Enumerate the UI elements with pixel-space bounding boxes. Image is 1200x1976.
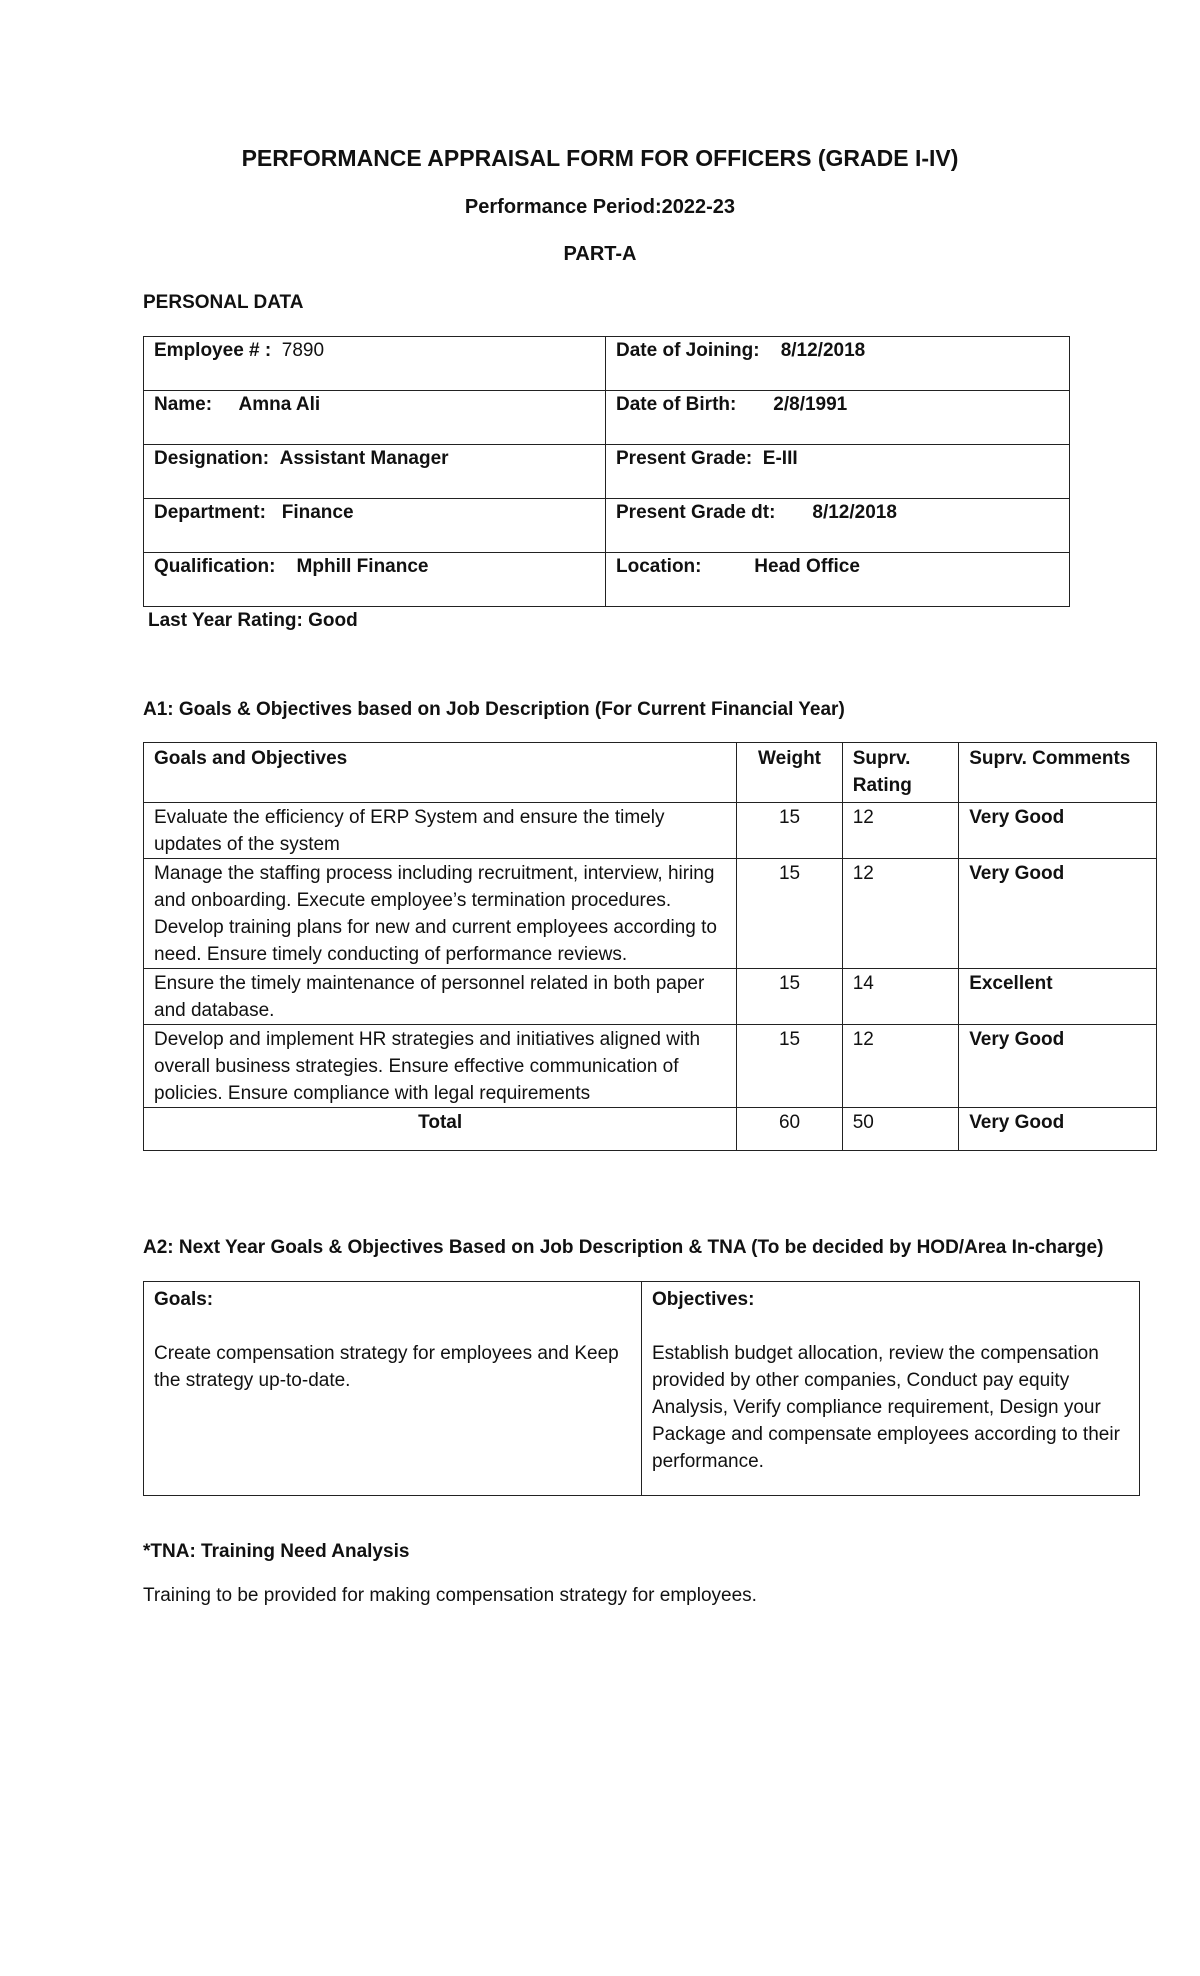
total-weight: 60 xyxy=(737,1108,842,1151)
table-row xyxy=(144,969,1157,1025)
table-total-row xyxy=(144,1108,1157,1151)
name-cell: Name: Amna Ali xyxy=(144,391,606,445)
a1-heading: A1: Goals & Objectives based on Job Description (For Current Financial Year) xyxy=(143,699,845,720)
goals-text: Create compensation strategy for employees and Keep the strategy up-to-date. xyxy=(154,1343,619,1391)
rating-cell: 12 xyxy=(842,1025,958,1108)
present-grade-cell: Present Grade: E-III xyxy=(606,445,1070,499)
personal-data-heading: PERSONAL DATA xyxy=(143,292,304,313)
goals-label: Goals: xyxy=(154,1289,214,1310)
table-row xyxy=(144,553,1070,607)
column-header-comments: Suprv. Comments xyxy=(959,743,1157,803)
total-comment: Very Good xyxy=(959,1108,1157,1151)
goal-cell: Evaluate the efficiency of ERP System and ensure the timely updates of the system xyxy=(144,803,737,859)
last-year-rating: Last Year Rating: Good xyxy=(148,610,358,631)
column-header-goals: Goals and Objectives xyxy=(144,743,737,803)
present-grade-date-cell: Present Grade dt: 8/12/2018 xyxy=(606,499,1070,553)
total-rating: 50 xyxy=(842,1108,958,1151)
employee-number-cell: Employee # : 7890 xyxy=(144,337,606,391)
comment-cell: Very Good xyxy=(959,803,1157,859)
rating-cell: 14 xyxy=(842,969,958,1025)
weight-cell: 15 xyxy=(737,969,842,1025)
goal-cell: Manage the staffing process including recruitment, interview, hiring and onboarding. Execute employee’s termination procedures. Develop training plans for new and current employees according to need. Ensure timely conducting of performance reviews. xyxy=(144,859,737,969)
rating-cell: 12 xyxy=(842,859,958,969)
performance-period: Performance Period:2022-23 xyxy=(464,196,736,218)
tna-heading: *TNA: Training Need Analysis xyxy=(143,1541,410,1562)
goals-cell xyxy=(144,1282,642,1496)
location-cell: Location: Head Office xyxy=(606,553,1070,607)
personal-data-table xyxy=(143,336,1070,607)
form-title: PERFORMANCE APPRAISAL FORM FOR OFFICERS (GRADE I-IV) xyxy=(241,145,959,171)
table-header-row xyxy=(144,743,1157,803)
next-year-goals-table xyxy=(143,1281,1140,1496)
qualification-cell: Qualification: Mphill Finance xyxy=(144,553,606,607)
rating-cell: 12 xyxy=(842,803,958,859)
tna-text: Training to be provided for making compensation strategy for employees. xyxy=(143,1585,757,1606)
objectives-text: Establish budget allocation, review the compensation provided by other companies, Conduct pay equity Analysis, Verify compliance requirement, Design your Package and compensate employees according to their performance. xyxy=(652,1343,1120,1472)
date-of-joining-cell: Date of Joining: 8/12/2018 xyxy=(606,337,1070,391)
column-header-weight: Weight xyxy=(737,743,842,803)
objectives-label: Objectives: xyxy=(652,1289,755,1310)
date-of-birth-cell: Date of Birth: 2/8/1991 xyxy=(606,391,1070,445)
table-row xyxy=(144,1025,1157,1108)
column-header-rating: Suprv. Rating xyxy=(842,743,958,803)
table-row xyxy=(144,445,1070,499)
goal-cell: Develop and implement HR strategies and initiatives aligned with overall business strategies. Ensure effective communication of policies. Ensure compliance with legal requirements xyxy=(144,1025,737,1108)
table-row xyxy=(144,391,1070,445)
goal-cell: Ensure the timely maintenance of personnel related in both paper and database. xyxy=(144,969,737,1025)
comment-cell: Very Good xyxy=(959,1025,1157,1108)
comment-cell: Very Good xyxy=(959,859,1157,969)
goals-objectives-table xyxy=(143,742,1157,1151)
weight-cell: 15 xyxy=(737,859,842,969)
comment-cell: Excellent xyxy=(959,969,1157,1025)
weight-cell: 15 xyxy=(737,1025,842,1108)
total-label: Total xyxy=(144,1108,737,1151)
table-row xyxy=(144,803,1157,859)
department-cell: Department: Finance xyxy=(144,499,606,553)
table-row xyxy=(144,859,1157,969)
weight-cell: 15 xyxy=(737,803,842,859)
a2-heading: A2: Next Year Goals & Objectives Based on Job Description & TNA (To be decided by HOD/Area In-charge) xyxy=(143,1237,1104,1258)
table-row xyxy=(144,337,1070,391)
objectives-cell xyxy=(642,1282,1140,1496)
part-label: PART-A xyxy=(563,243,637,265)
designation-cell: Designation: Assistant Manager xyxy=(144,445,606,499)
table-row xyxy=(144,1282,1140,1496)
table-row xyxy=(144,499,1070,553)
